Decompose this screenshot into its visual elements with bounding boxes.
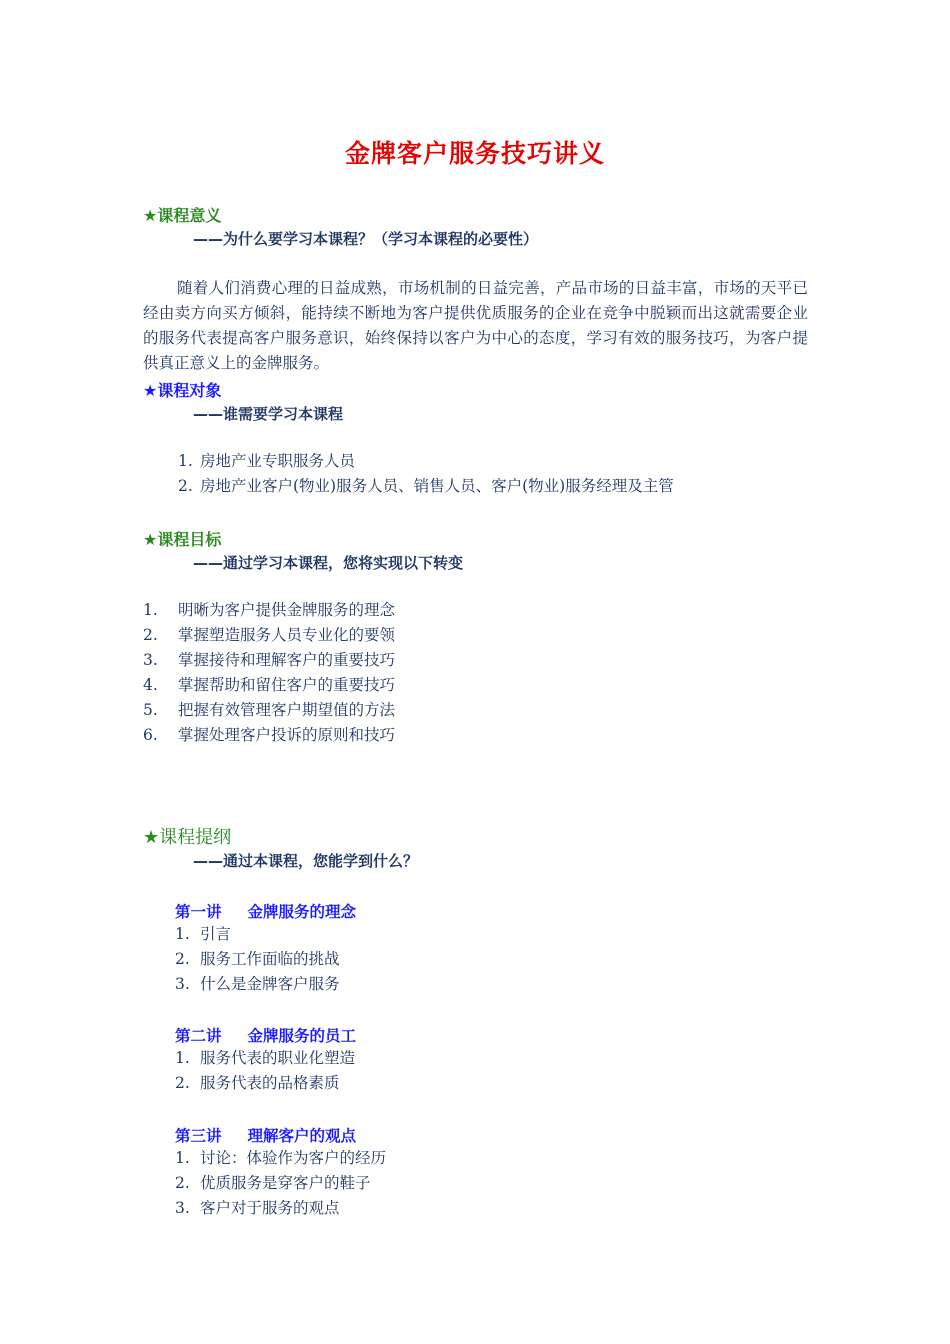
list-item: 1. 讨论：体验作为客户的经历 [175, 1149, 387, 1167]
list-item: 3. 掌握接待和理解客户的重要技巧 [143, 651, 396, 669]
list-item: 1. 服务代表的职业化塑造 [175, 1049, 356, 1067]
list-item: 2. 优质服务是穿客户的鞋子 [175, 1174, 371, 1192]
lecture-2-list [175, 1046, 355, 1096]
section-heading-meaning: ★课程意义 [143, 206, 222, 225]
section-subtitle-meaning: ——为什么要学习本课程？（学习本课程的必要性） [193, 230, 539, 248]
audience-list [178, 449, 674, 499]
document-title: 金牌客户服务技巧讲义 [344, 139, 605, 168]
lecture-heading-1: 第一讲 金牌服务的理念 [175, 903, 357, 921]
list-item: 1. 明晰为客户提供金牌服务的理念 [143, 601, 396, 619]
list-item: 1. 引言 [175, 925, 232, 943]
list-item: 2. 房地产业客户(物业)服务人员、销售人员、客户(物业)服务经理及主管 [178, 477, 674, 495]
section-subtitle-audience: ——谁需要学习本课程 [193, 405, 344, 423]
list-item: 3. 什么是金牌客户服务 [175, 975, 340, 993]
list-item: 2. 服务代表的品格素质 [175, 1074, 340, 1092]
section-subtitle-goals: ——通过学习本课程，您将实现以下转变 [193, 554, 464, 572]
list-item: 1. 房地产业专职服务人员 [178, 452, 356, 470]
section-subtitle-outline: ——通过本课程，您能学到什么？ [193, 852, 419, 870]
list-item: 3. 客户对于服务的观点 [175, 1199, 340, 1217]
list-item: 2. 掌握塑造服务人员专业化的要领 [143, 626, 396, 644]
section-heading-outline: ★课程提纲 [143, 827, 232, 848]
lecture-heading-3: 第三讲 理解客户的观点 [175, 1127, 357, 1145]
list-item: 4. 掌握帮助和留住客户的重要技巧 [143, 676, 396, 694]
goals-list [143, 598, 395, 748]
section-heading-goals: ★课程目标 [143, 530, 222, 549]
list-item: 2. 服务工作面临的挑战 [175, 950, 340, 968]
lecture-1-list [175, 922, 340, 997]
lecture-heading-2: 第二讲 金牌服务的员工 [175, 1027, 357, 1045]
meaning-paragraph: 随着人们消费心理的日益成熟，市场机制的日益完善，产品市场的日益丰富，市场的天平已经由卖方向买方倾斜，能持续不断地为客户提供优质服务的企业在竞争中脱颖而出这就需要企业的服务代表提高客户服务意识，始终保持以客户为中心的态度，学习有效的服务技巧，为客户提供真正意义上的金牌服务。 [143, 279, 808, 372]
list-item: 5. 把握有效管理客户期望值的方法 [143, 701, 396, 719]
section-heading-audience: ★课程对象 [143, 381, 222, 400]
list-item: 6. 掌握处理客户投诉的原则和技巧 [143, 726, 396, 744]
lecture-3-list [175, 1146, 386, 1221]
